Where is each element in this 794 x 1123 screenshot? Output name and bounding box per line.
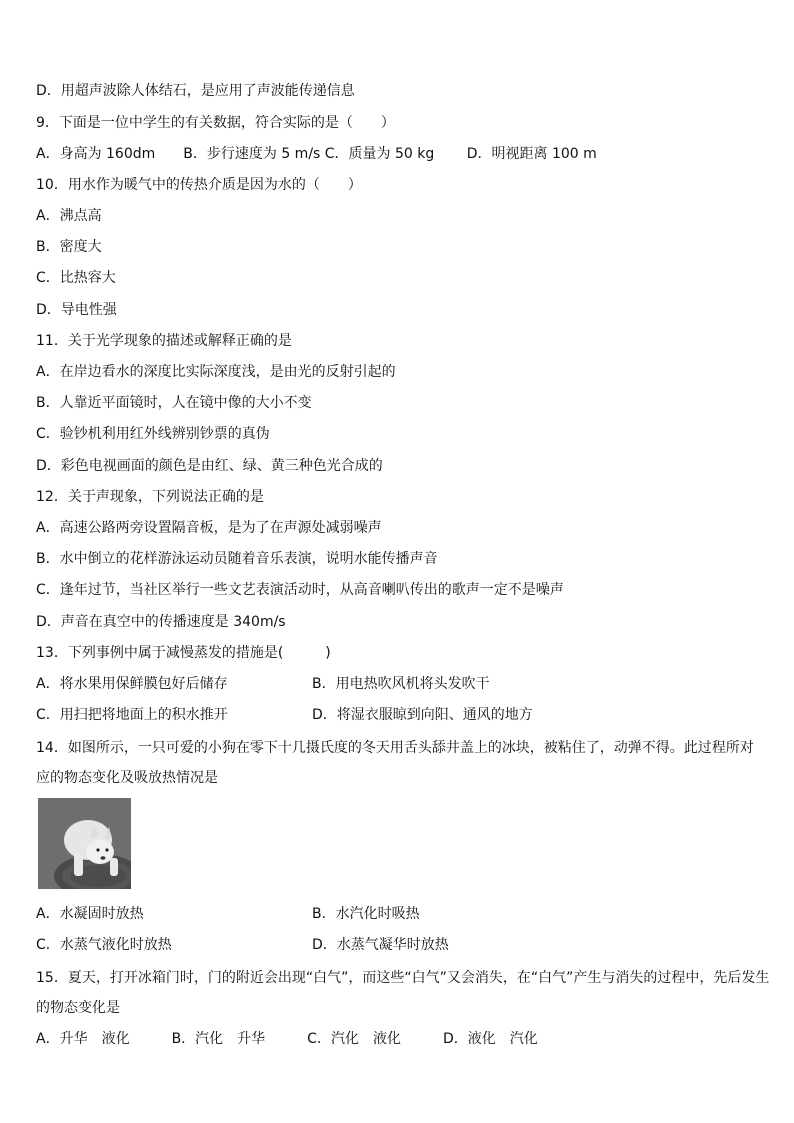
q11-option-d: D．彩色电视画面的颜色是由红、绿、黄三种色光合成的	[36, 458, 383, 474]
q11-stem: 11．关于光学现象的描述或解释正确的是	[36, 333, 292, 349]
q10-option-b: B．密度大	[36, 239, 102, 255]
q13-stem: 13．下列事例中属于减慢蒸发的措施是( )	[36, 645, 331, 661]
dog-photo-illustration	[38, 798, 131, 889]
q14-option-b: B．水汽化时吸热	[312, 906, 420, 922]
q15-stem-line2: 的物态变化是	[36, 1000, 120, 1016]
q15-stem-line1: 15．夏天，打开冰箱门时，门的附近会出现“白气”，而这些“白气”又会消失，在“白气”产生与消失的过程中，先后发生	[36, 970, 770, 986]
q12-option-c: C．逢年过节，当社区举行一些文艺表演活动时，从高音喇叭传出的歌声一定不是噪声	[36, 582, 564, 598]
q8-option-d: D．用超声波除人体结石，是应用了声波能传递信息	[36, 83, 355, 99]
q14-option-a: A．水凝固时放热	[36, 906, 144, 922]
q14-option-c: C．水蒸气液化时放热	[36, 937, 172, 953]
q9-options: A．身高为 160dm B．步行速度为 5 m/s C．质量为 50 kg D．明视距离 100 m	[36, 146, 597, 162]
q10-option-c: C．比热容大	[36, 270, 116, 286]
q14-stem-line2: 应的物态变化及吸放热情况是	[36, 770, 218, 786]
dog-licking-manhole-photo	[38, 798, 131, 889]
q13-option-c: C．用扫把将地面上的积水推开	[36, 707, 228, 723]
q10-stem: 10．用水作为暖气中的传热介质是因为水的（ ）	[36, 177, 362, 193]
q14-stem-line1: 14．如图所示，一只可爱的小狗在零下十几摄氏度的冬天用舌头舔井盖上的冰块，被粘住了，动弹不得。此过程所对	[36, 740, 754, 756]
q13-option-a: A．将水果用保鲜膜包好后储存	[36, 676, 228, 692]
q12-option-d: D．声音在真空中的传播速度是 340m/s	[36, 614, 286, 630]
q11-option-c: C．验钞机利用红外线辨别钞票的真伪	[36, 426, 270, 442]
q10-option-a: A．沸点高	[36, 208, 102, 224]
q12-option-a: A．高速公路两旁设置隔音板，是为了在声源处减弱噪声	[36, 520, 382, 536]
q12-option-b: B．水中倒立的花样游泳运动员随着音乐表演，说明水能传播声音	[36, 551, 438, 567]
q11-option-a: A．在岸边看水的深度比实际深度浅，是由光的反射引起的	[36, 364, 396, 380]
q9-stem: 9．下面是一位中学生的有关数据，符合实际的是（ ）	[36, 115, 395, 131]
q12-stem: 12．关于声现象，下列说法正确的是	[36, 489, 264, 505]
q14-option-d: D．水蒸气凝华时放热	[312, 937, 449, 953]
q13-option-b: B．用电热吹风机将头发吹干	[312, 676, 490, 692]
q11-option-b: B．人靠近平面镜时，人在镜中像的大小不变	[36, 395, 312, 411]
q10-option-d: D．导电性强	[36, 302, 117, 318]
q13-option-d: D．将湿衣服晾到向阳、通风的地方	[312, 707, 533, 723]
q15-options: A．升华 液化 B．汽化 升华 C．汽化 液化 D．液化 汽化	[36, 1031, 538, 1047]
